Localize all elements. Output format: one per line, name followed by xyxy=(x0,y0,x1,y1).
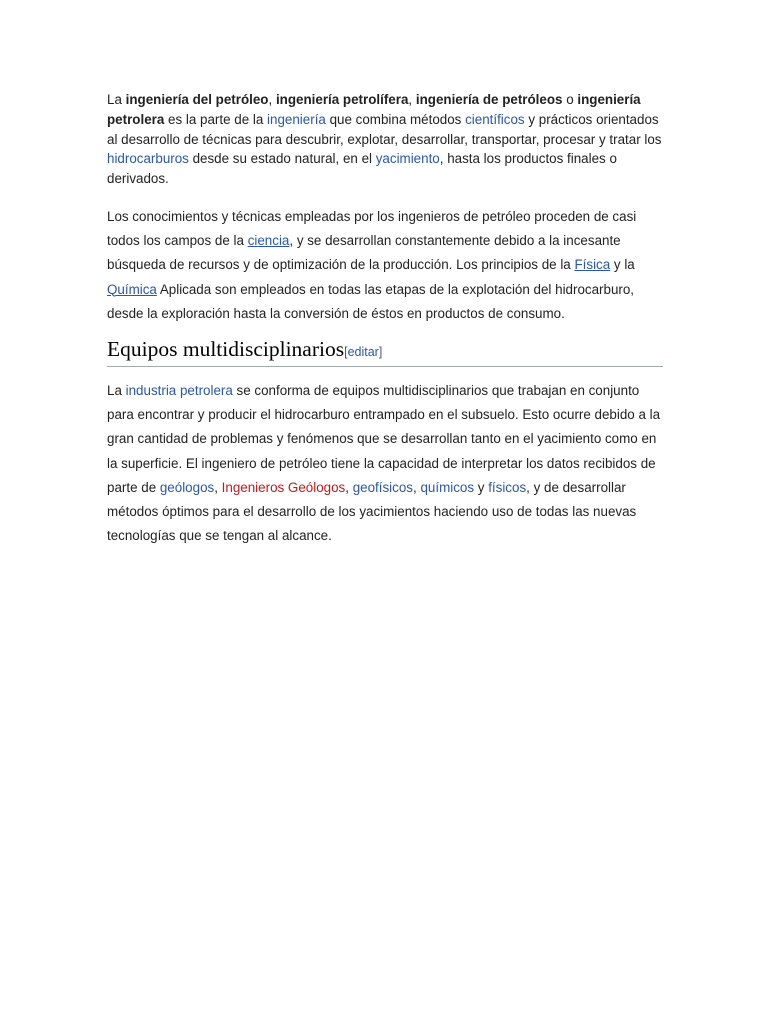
link-quimica[interactable]: Química xyxy=(107,281,157,297)
text-run: y xyxy=(474,479,489,495)
edit-section xyxy=(344,345,382,359)
article-content xyxy=(107,90,663,548)
text-run: , hasta los productos finales o derivados. xyxy=(107,151,617,187)
text-run: , xyxy=(413,479,421,495)
text-run: o xyxy=(562,92,578,107)
text-run: La xyxy=(107,383,126,398)
bold-term: ingeniería petrolífera xyxy=(275,92,409,107)
edit-link[interactable]: editar xyxy=(347,345,379,359)
bold-term: ingeniería petrolera xyxy=(107,92,641,127)
bold-term: ingeniería de petróleos xyxy=(415,92,563,107)
edit-bracket-close: ] xyxy=(378,345,383,359)
text-run: desde su estado natural, en el xyxy=(188,151,376,167)
text-run: , y se desarrollan constantemente debido a la incesante búsqueda de recursos y de optimización de la producción. Los principios de la xyxy=(107,233,621,273)
text-run: La xyxy=(107,92,126,107)
text-run: Aplicada son empleados en todas las etapas de la explotación del hidrocarburo, desde la exploración hasta la conversión de éstos en productos de consumo. xyxy=(107,281,635,321)
link-hidrocarburos[interactable]: hidrocarburos xyxy=(107,151,189,167)
text-run: , xyxy=(214,479,222,495)
teams-paragraph xyxy=(107,379,663,548)
link-ciencia[interactable]: ciencia xyxy=(247,233,290,249)
link-fisica[interactable]: Física xyxy=(574,257,611,273)
intro-paragraph xyxy=(107,90,663,189)
text-run: y prácticos orientados al desarrollo de técnicas para descubrir, explotar, desarrollar, transportar, procesar y tratar los xyxy=(107,111,662,147)
link-ingenieria[interactable]: ingeniería xyxy=(267,111,326,127)
link-geofisicos[interactable]: geofísicos xyxy=(352,479,413,495)
text-run: , xyxy=(268,92,276,107)
link-geologos[interactable]: geólogos xyxy=(159,479,215,495)
link-yacimiento[interactable]: yacimiento xyxy=(375,151,440,167)
text-run: , xyxy=(345,479,353,495)
text-run: que combina métodos xyxy=(325,111,466,127)
link-ingenieros-geologos[interactable]: Ingenieros Geólogos xyxy=(221,479,346,495)
text-run: y la xyxy=(610,257,635,273)
link-cientificos[interactable]: científicos xyxy=(465,111,525,127)
section-title: Equipos multidisciplinarios xyxy=(107,337,345,361)
text-run: , y de desarrollar métodos óptimos para el desarrollo de los yacimientos haciendo uso de todas las nuevas tecnologías que se tengan al alcance. xyxy=(107,479,637,544)
edit-bracket-open: [ xyxy=(344,345,348,359)
link-quimicos[interactable]: químicos xyxy=(420,479,475,495)
bold-term: ingeniería del petróleo xyxy=(125,92,269,107)
text-run: Los conocimientos y técnicas empleadas por los ingenieros de petróleo proceden de casi todos los campos de la xyxy=(107,208,637,249)
text-run: se conforma de equipos multidisciplinarios que trabajan en conjunto para encontrar y producir el hidrocarburo entrampado en el subsuelo. Esto ocurre debido a la gran cantidad de problemas y fenómenos que se desarrollan tanto en el yacimiento como en la superficie. El ingeniero de petróleo tiene la capacidad de interpretar los datos recibidos de parte de xyxy=(107,383,661,495)
link-industria-petrolera[interactable]: industria petrolera xyxy=(125,383,233,398)
link-fisicos[interactable]: físicos xyxy=(488,479,527,495)
text-run: , xyxy=(408,92,416,107)
text-run: es la parte de la xyxy=(164,111,268,127)
knowledge-paragraph xyxy=(107,205,663,326)
section-heading xyxy=(107,336,663,367)
